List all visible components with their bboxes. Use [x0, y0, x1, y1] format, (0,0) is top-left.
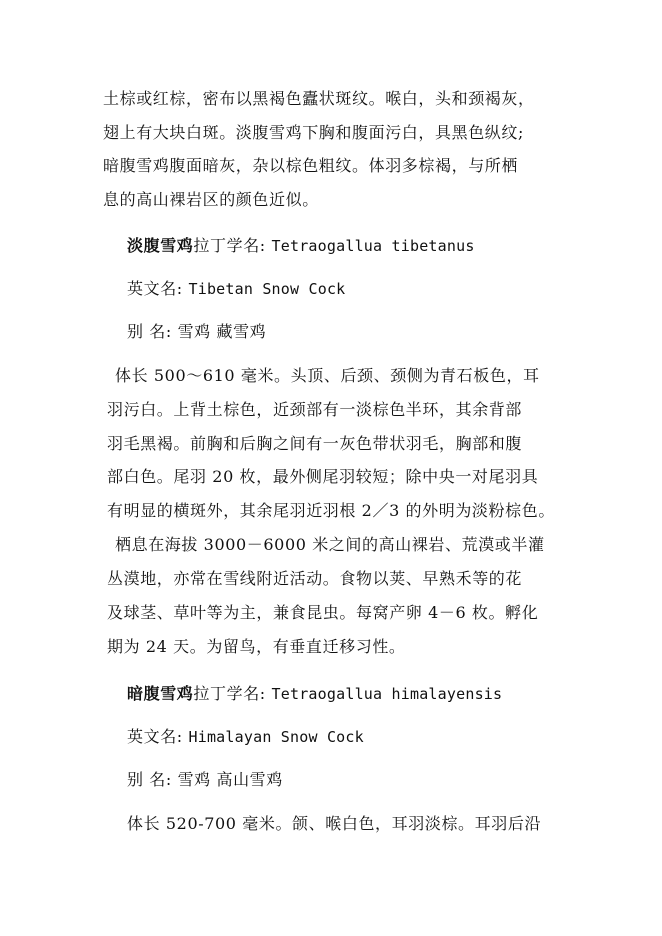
alias-label: 别 名: — [127, 770, 172, 789]
text-line: 羽污白。上背土棕色，近颈部有一淡棕色半环，其余背部 — [107, 400, 523, 419]
english-name-line — [127, 727, 364, 747]
species-heading — [127, 684, 502, 704]
text-line: 丛漠地，亦常在雪线附近活动。食物以荚、早熟禾等的花 — [107, 569, 523, 588]
text-line: 期为 24 天。为留鸟，有垂直迁移习性。 — [107, 637, 406, 656]
text-line: 栖息在海拔 3000－6000 米之间的高山裸岩、荒漠或半灌 — [115, 535, 545, 554]
species-name: 淡腹雪鸡 — [127, 236, 194, 255]
latin-name: Tetraogallua tibetanus — [271, 237, 475, 255]
text-line: 息的高山裸岩区的颜色近似。 — [103, 190, 319, 209]
english-name-line — [127, 279, 345, 299]
species-heading — [127, 236, 475, 256]
text-line: 部白色。尾羽 20 枚，最外侧尾羽较短；除中央一对尾羽具 — [107, 467, 539, 486]
text-line: 羽毛黑褐。前胸和后胸之间有一灰色带状羽毛，胸部和腹 — [107, 434, 523, 453]
text-line: 体长 500～610 毫米。头顶、后颈、颈侧为青石板色，耳 — [115, 366, 540, 385]
text-line: 体长 520-700 毫米。颌、喉白色，耳羽淡棕。耳羽后沿 — [127, 814, 542, 833]
text-line: 暗腹雪鸡腹面暗灰，杂以棕色粗纹。体羽多棕褐，与所栖 — [103, 156, 519, 175]
english-label: 英文名: — [127, 279, 183, 298]
alias-label: 别 名: — [127, 322, 172, 341]
text-line: 翅上有大块白斑。淡腹雪鸡下胸和腹面污白，具黑色纵纹; — [103, 123, 524, 142]
english-name: Himalayan Snow Cock — [188, 728, 364, 746]
alias-value: 雪鸡 高山雪鸡 — [177, 770, 283, 789]
species-name: 暗腹雪鸡 — [127, 684, 194, 703]
english-label: 英文名: — [127, 727, 183, 746]
latin-label: 拉丁学名: — [193, 684, 266, 703]
english-name: Tibetan Snow Cock — [188, 280, 346, 298]
alias-line — [127, 770, 283, 790]
latin-label: 拉丁学名: — [193, 236, 266, 255]
alias-line — [127, 322, 266, 342]
text-line: 有明显的横斑外，其余尾羽近羽根 2／3 的外明为淡粉棕色。 — [107, 501, 555, 520]
alias-value: 雪鸡 藏雪鸡 — [177, 322, 267, 341]
text-line: 土棕或红棕，密布以黑褐色蠹状斑纹。喉白，头和颈褐灰， — [103, 89, 535, 108]
text-line: 及球茎、草叶等为主，兼食昆虫。每窝产卵 4－6 枚。孵化 — [107, 603, 539, 622]
latin-name: Tetraogallua himalayensis — [271, 685, 503, 703]
